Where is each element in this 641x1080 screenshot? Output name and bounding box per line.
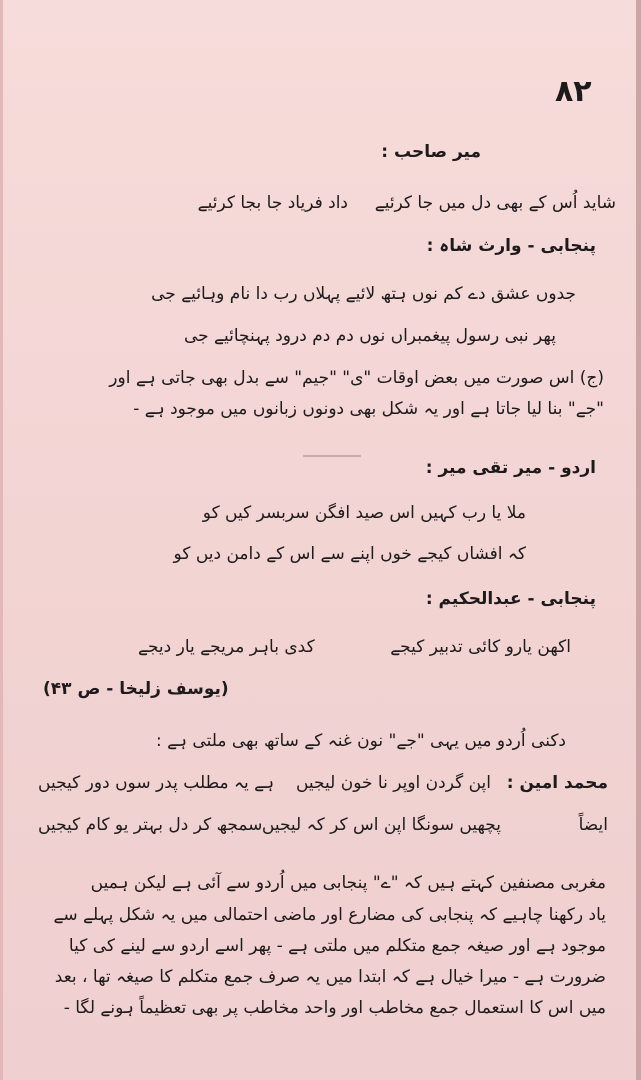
verse-amin-second-hemistich: ہے یہ مطلب پدر سوں دور کیجیں bbox=[38, 773, 275, 793]
heading-punjabi-abdul-hakeem: پنجابی - عبدالحکیم : bbox=[425, 589, 596, 609]
heading-punjabi-waris-shah: پنجابی - وارث شاہ : bbox=[426, 236, 596, 256]
paragraph-jeem-line-2: "جے" بنا لیا جاتا ہے اور یہ شکل بھی دونوں زبانوں میں موجود ہے - bbox=[133, 399, 604, 419]
verse-mir-line-2: کہ افشاں کیجے خوں اپنے سے اس کے دامن دیں کو bbox=[173, 544, 526, 564]
verse-hakeem-second-hemistich: کدی باہر مریجے یار دیجے bbox=[138, 637, 315, 657]
label-aizan: ایضاً bbox=[578, 815, 608, 835]
verse-hakeem-first-hemistich: اکھن یارو کائی تدبیر کیجے bbox=[390, 637, 571, 657]
paragraph-dakni-intro: دکنی اُردو میں یہی "جے" نون غنہ کے ساتھ بھی ملتی ہے : bbox=[155, 731, 566, 751]
poet-name-muhammad-amin: محمد امین : bbox=[506, 773, 608, 793]
verse-mir-line-1: ملا یا رب کہیں اس صید افگن سربسر کیں کو bbox=[202, 503, 526, 523]
paragraph-final-line-2: یاد رکھنا چاہیے کہ پنجابی کی مضارع اور ماضی احتمالی میں یہ شکل پہلے سے bbox=[53, 905, 606, 925]
source-citation: (یوسف زلیخا - ص ۴۳) bbox=[43, 679, 229, 699]
verse-aizan-first-hemistich: پچھیں سونگا اپن اس کر کہ لیجیں bbox=[261, 815, 501, 835]
verse-waris-line-2: پھر نبی رسول پیغمبراں نوں دم دم درود پہنچائیے جی bbox=[183, 326, 556, 346]
verse-amin-first-hemistich: اپن گردن اوپر نا خون لیجیں bbox=[295, 773, 491, 793]
page-number: ۸۲ bbox=[555, 74, 592, 109]
paragraph-jeem-line-1: (ج) اس صورت میں بعض اوقات "ی" "جیم" سے بدل بھی جاتی ہے اور bbox=[109, 368, 604, 388]
verse-1-first-hemistich: داد فریاد جا بجا کرئیے bbox=[197, 193, 348, 213]
paragraph-final-line-1: مغربی مصنفین کہتے ہیں کہ "ے" پنجابی میں اُردو سے آئی ہے لیکن ہمیں bbox=[90, 873, 606, 893]
heading-mir-sahib: میر صاحب : bbox=[381, 142, 481, 162]
verse-aizan-second-hemistich: سمجھ کر دل بہتر یو کام کیجیں bbox=[38, 815, 263, 835]
paragraph-final-line-5: میں اس کا استعمال جمع مخاطب اور واحد مخاطب پر بھی تعظیماً ہونے لگا - bbox=[63, 998, 606, 1018]
verse-1-second-hemistich: شاید اُس کے بھی دل میں جا کرئیے bbox=[374, 193, 616, 213]
heading-urdu-mir-taqi-mir: اردو - میر تقی میر : bbox=[425, 458, 596, 478]
paragraph-final-line-4: ضرورت ہے - میرا خیال ہے کہ ابتدا میں یہ صرف جمع متکلم کا صیغہ تھا ، بعد bbox=[54, 967, 606, 987]
verse-waris-line-1: جدوں عشق دے کم نوں ہتھ لائیے پہلاں رب دا نام وہائیے جی bbox=[151, 284, 576, 304]
paragraph-final-line-3: موجود ہے اور صیغہ جمع متکلم میں ملتی ہے - پھر اسے اردو سے لینے کی کیا bbox=[68, 936, 606, 956]
